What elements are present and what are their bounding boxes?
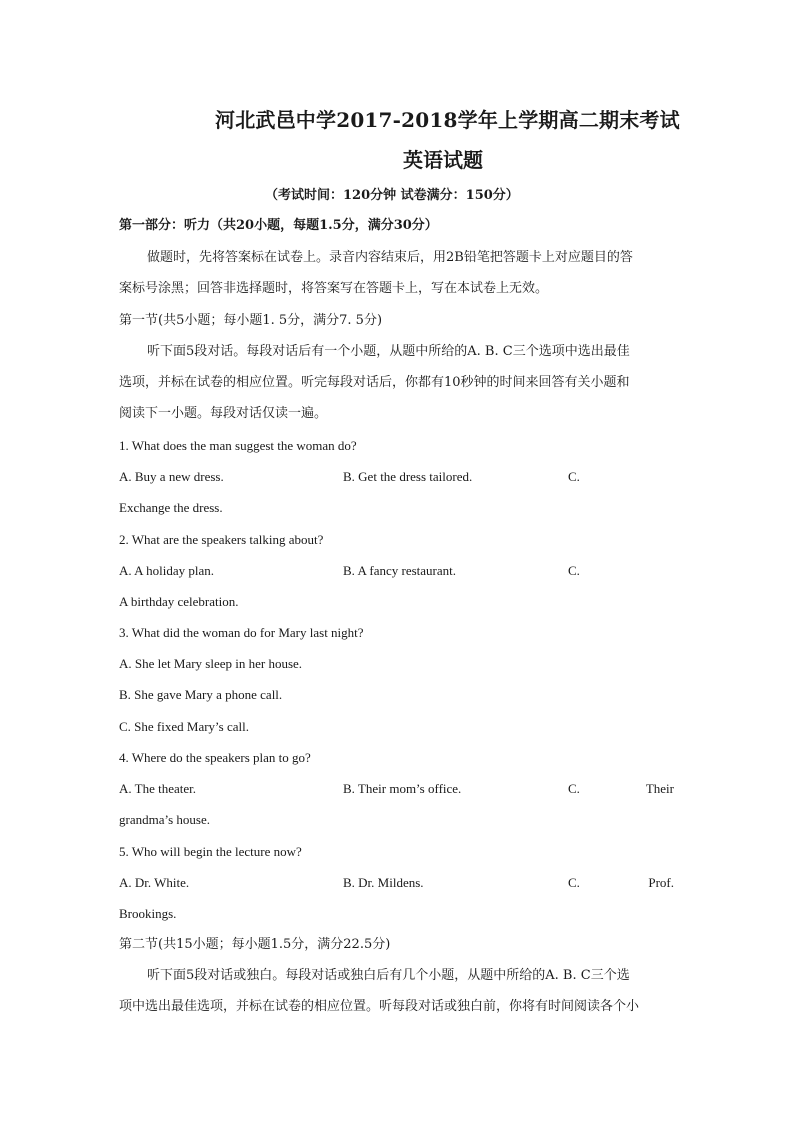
- option-c-text: Brookings.: [119, 906, 177, 921]
- section2-instruction-line1: 听下面5段对话或独白。每段对话或独白后有几个小题，从题中所给的A. B. C三个选: [147, 968, 630, 983]
- option-b: B. Get the dress tailored.: [343, 469, 473, 484]
- section1-instruction-line3: 阅读下一小题。每段对话仅读一遍。: [119, 406, 328, 421]
- exam-title: 河北武邑中学2017-2018学年上学期高二期末考试: [215, 108, 680, 132]
- option-a: A. Dr. White.: [119, 875, 190, 890]
- option-b: B. A fancy restaurant.: [343, 563, 456, 578]
- question-stem: 3. What did the woman do for Mary last night?: [119, 625, 364, 640]
- option-b: B. Dr. Mildens.: [343, 875, 424, 890]
- question-stem: 5. Who will begin the lecture now?: [119, 844, 302, 859]
- section1-instruction-line2: 选项，并标在试卷的相应位置。听完每段对话后，你都有10秒钟的时间来回答有关小题和: [119, 375, 630, 390]
- part1-heading: 第一部分：听力（共20小题，每题1.5分，满分30分）: [119, 218, 438, 233]
- option-a: A. She let Mary sleep in her house.: [119, 656, 303, 671]
- option-c-text: grandma’s house.: [119, 812, 210, 827]
- exam-subtitle: 英语试题: [403, 148, 483, 172]
- option-a: A. The theater.: [119, 781, 197, 796]
- option-c-label: C.: [568, 563, 580, 578]
- part1-instruction-line2: 案标号涂黑；回答非选择题时，将答案写在答题卡上，写在本试卷上无效。: [119, 281, 549, 296]
- question-stem: 1. What does the man suggest the woman do?: [119, 438, 357, 453]
- section1-heading: 第一节(共5小题；每小题1. 5分，满分7. 5分): [119, 313, 383, 328]
- option-c-first-word: Their: [645, 781, 674, 796]
- option-c-label: C.: [568, 469, 580, 484]
- option-c-label: C.: [568, 781, 580, 796]
- option-c-first-word: Prof.: [648, 875, 674, 890]
- section2-instruction-line2: 项中选出最佳选项，并标在试卷的相应位置。听每段对话或独白前，你将有时间阅读各个小: [119, 999, 640, 1014]
- option-c-text: Exchange the dress.: [119, 500, 223, 515]
- option-c-text: A birthday celebration.: [119, 594, 239, 609]
- option-c: C. She fixed Mary’s call.: [119, 719, 249, 734]
- section1-instruction-line1: 听下面5段对话。每段对话后有一个小题，从题中所给的A. B. C三个选项中选出最佳: [147, 344, 630, 359]
- exam-info: （考试时间：120分钟 试卷满分：150分）: [265, 188, 519, 203]
- part1-instruction-line1: 做题时，先将答案标在试卷上。录音内容结束后，用2B铅笔把答题卡上对应题目的答: [147, 250, 633, 265]
- option-c-label: C.: [568, 875, 580, 890]
- question-stem: 2. What are the speakers talking about?: [119, 532, 324, 547]
- option-b: B. She gave Mary a phone call.: [119, 687, 283, 702]
- question-stem: 4. Where do the speakers plan to go?: [119, 750, 311, 765]
- option-b: B. Their mom’s office.: [343, 781, 462, 796]
- option-a: A. A holiday plan.: [119, 563, 214, 578]
- section2-heading: 第二节(共15小题；每小题1.5分，满分22.5分): [119, 937, 391, 952]
- option-a: A. Buy a new dress.: [119, 469, 224, 484]
